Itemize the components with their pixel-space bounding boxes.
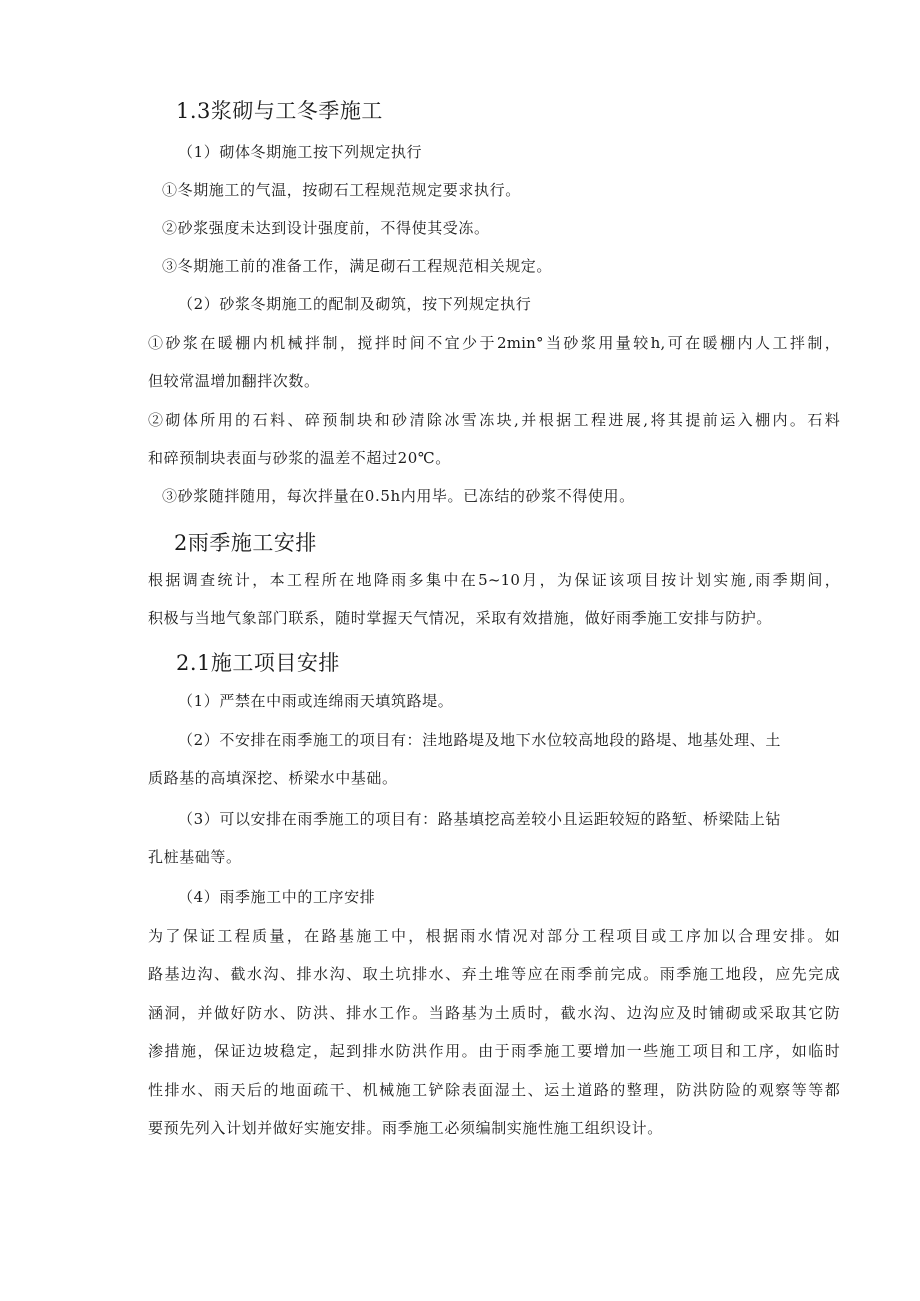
- closing-para-line5: 性排水、雨天后的地面疏干、机械施工铲除表面湿土、运土道路的整理，防洪防险的观察等等都: [148, 1081, 840, 1099]
- item-1-a: ①冬期施工的气温，按砌石工程规范规定要求执行。: [162, 181, 521, 199]
- closing-para-line2: 路基边沟、截水沟、排水沟、取土坑排水、弃土堆等应在雨季前完成。雨季施工地段，应先完成: [148, 965, 840, 983]
- item-1-b: ②砂浆强度未达到设计强度前，不得使其受冻。: [162, 219, 490, 237]
- heading-2: 2雨季施工安排: [174, 531, 317, 555]
- item-2-b-line2: 和碎预制块表面与砂浆的温差不超过20℃。: [148, 449, 451, 467]
- item-1-c: ③冬期施工前的准备工作，满足砌石工程规范相关规定。: [162, 257, 553, 275]
- item-2-1-2-line1: （2）不安排在雨季施工的项目有：洼地路堤及地下水位较高地段的路堤、地基处理、土: [178, 731, 781, 749]
- section-2-para-line1: 根据调查统计，本工程所在地降雨多集中在5~10月，为保证该项目按计划实施,雨季期间，: [148, 571, 840, 589]
- item-1: （1）砌体冬期施工按下列规定执行: [178, 143, 423, 161]
- closing-para-line4: 渗措施，保证边坡稳定，起到排水防洪作用。由于雨季施工要增加一些施工项目和工序，如临时: [148, 1042, 840, 1060]
- section-2-para-line2: 积极与当地气象部门联系，随时掌握天气情况，采取有效措施，做好雨季施工安排与防护。: [148, 609, 773, 627]
- item-2-a-line2: 但较常温增加翻拌次数。: [148, 372, 320, 390]
- item-2-1-3-line1: （3）可以安排在雨季施工的项目有：路基填挖高差较小且运距较短的路堑、桥梁陆上钻: [178, 810, 781, 828]
- item-2-1-1: （1）严禁在中雨或连绵雨天填筑路堤。: [178, 692, 454, 710]
- item-2-b-line1: ②砌体所用的石料、碎预制块和砂清除冰雪冻块,并根据工程进展,将其提前运入棚内。石料: [148, 411, 840, 429]
- closing-para-line1: 为了保证工程质量，在路基施工中，根据雨水情况对部分工程项目或工序加以合理安排。如: [148, 927, 840, 945]
- item-2-a-line1: ①砂浆在暖棚内机械拌制，搅拌时间不宜少于2min°当砂浆用量较h,可在暖棚内人工拌制，: [148, 334, 840, 352]
- heading-2-1: 2.1施工项目安排: [176, 651, 340, 675]
- item-2-c: ③砂浆随拌随用，每次拌量在0.5h内用毕。已冻结的砂浆不得使用。: [162, 487, 635, 505]
- item-2-1-4: （4）雨季施工中的工序安排: [178, 888, 376, 906]
- heading-1-3: 1.3浆砌与工冬季施工: [176, 99, 383, 123]
- item-2-1-3-line2: 孔桩基础等。: [148, 848, 242, 866]
- item-2: （2）砂浆冬期施工的配制及砌筑，按下列规定执行: [178, 295, 532, 313]
- closing-para-line3: 涵洞，并做好防水、防洪、排水工作。当路基为土质时，截水沟、边沟应及时铺砌或采取其它防: [148, 1004, 840, 1022]
- item-2-1-2-line2: 质路基的高填深挖、桥梁水中基础。: [148, 769, 398, 787]
- closing-para-line6: 要预先列入计划并做好实施安排。雨季施工必须编制实施性施工组织设计。: [148, 1119, 663, 1137]
